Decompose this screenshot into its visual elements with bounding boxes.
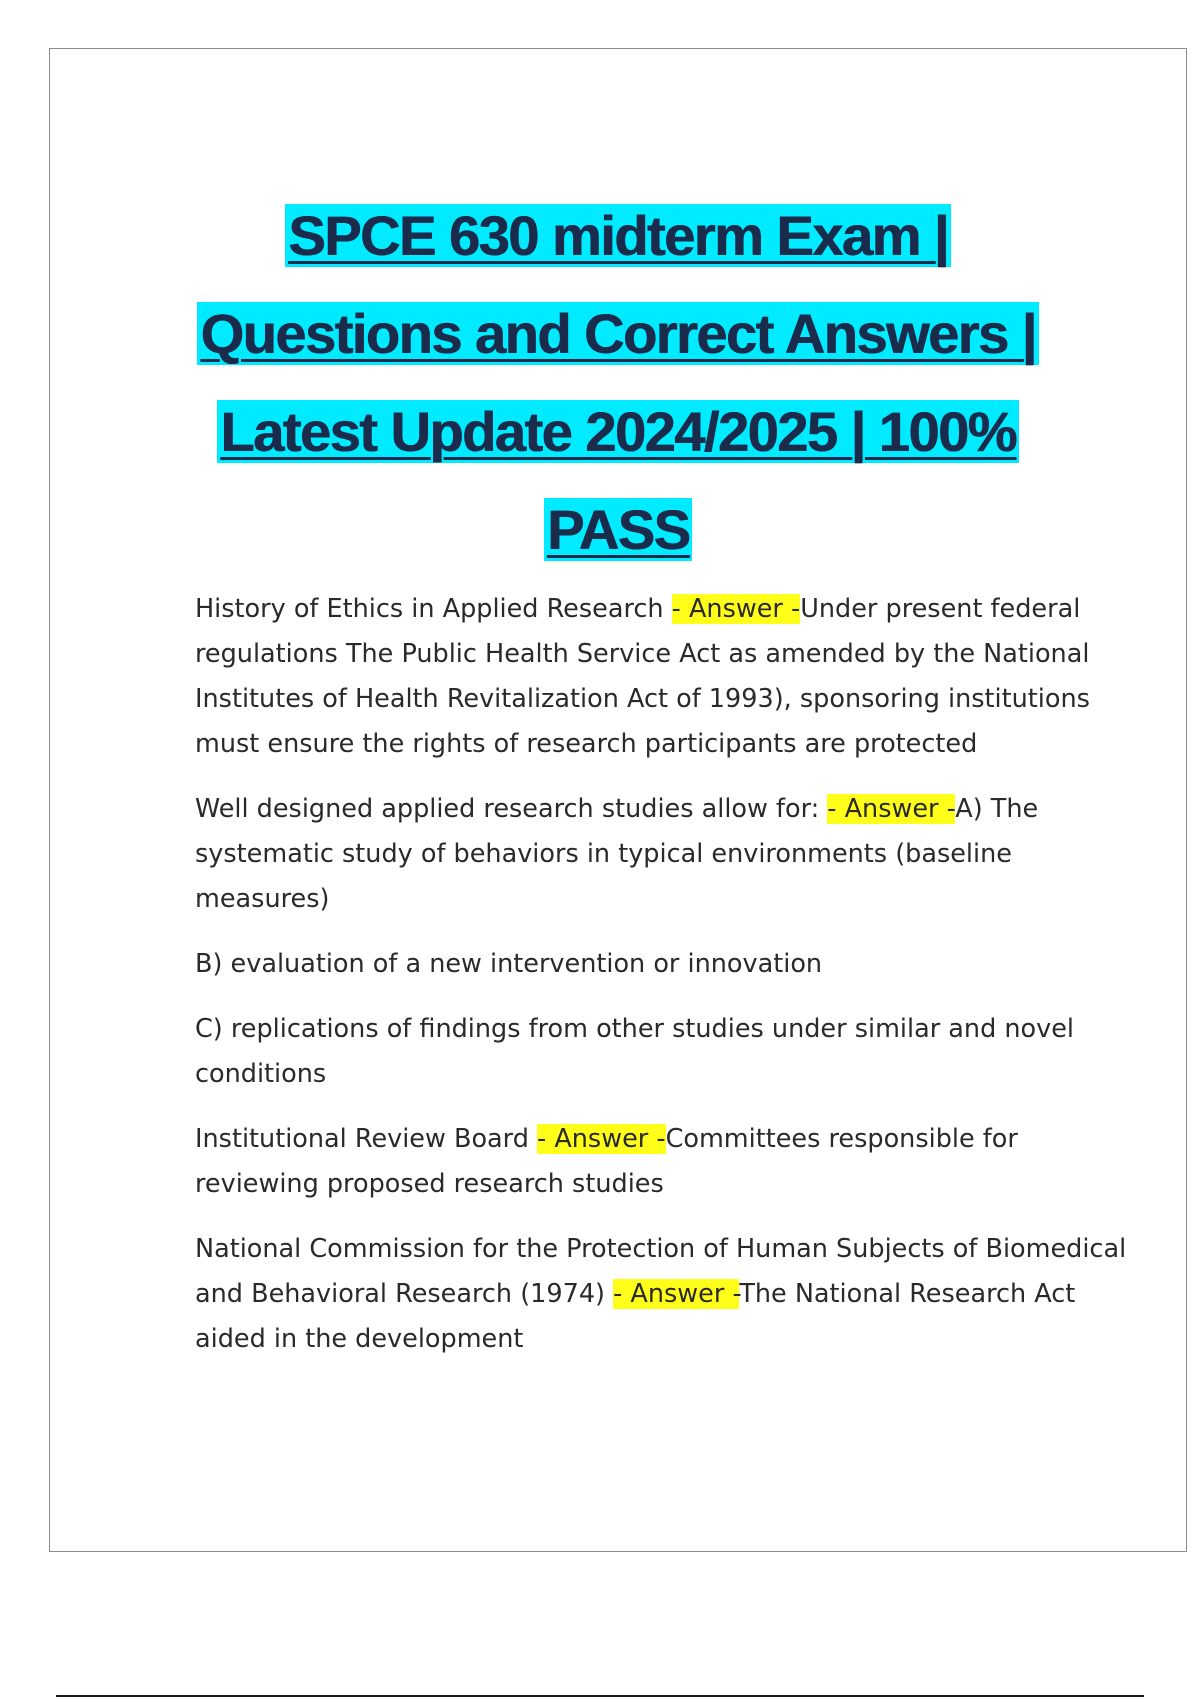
- answer-text: A) The systematic study of behaviors in typical environments (baseline measures): [195, 794, 1039, 914]
- answer-continuation: C) replications of findings from other studies under similar and novel conditions: [195, 1014, 1075, 1089]
- title-line-1: SPCE 630 midterm Exam |: [50, 187, 1186, 285]
- answer-marker: - Answer -: [827, 794, 956, 824]
- qa-entry: [195, 1117, 1130, 1207]
- question-text: National Commission for the Protection of Human Subjects of Biomedical and Behavioral Research (1974): [195, 1234, 1127, 1309]
- answer-marker: - Answer -: [613, 1279, 740, 1309]
- qa-entry: [195, 587, 1130, 767]
- title-line-2: Questions and Correct Answers |: [50, 285, 1186, 383]
- qa-entry: [195, 1227, 1130, 1362]
- answer-text: Committees responsible for reviewing proposed research studies: [195, 1124, 1018, 1199]
- qa-entry: [195, 787, 1130, 922]
- answer-continuation: B) evaluation of a new intervention or innovation: [195, 949, 823, 979]
- title-line-3: Latest Update 2024/2025 | 100%: [50, 383, 1186, 481]
- question-text: Well designed applied research studies allow for:: [195, 794, 828, 824]
- answer-marker: - Answer -: [671, 594, 801, 624]
- answer-marker: - Answer -: [537, 1124, 666, 1154]
- answer-text: The National Research Act aided in the development: [195, 1279, 1076, 1354]
- bottom-divider: [56, 1695, 1144, 1697]
- question-text: Institutional Review Board: [195, 1124, 538, 1154]
- answer-text: Under present federal regulations The Public Health Service Act as amended by the National Institutes of Health Revitalization Act of 1993), sponsoring institutions must ensure the rights of research participants are protected: [195, 594, 1090, 759]
- question-text: History of Ethics in Applied Research: [195, 594, 672, 624]
- title-line-4: PASS: [50, 481, 1186, 579]
- document-page: [49, 48, 1187, 1552]
- qa-content: [195, 587, 1130, 1382]
- document-title: [50, 187, 1186, 579]
